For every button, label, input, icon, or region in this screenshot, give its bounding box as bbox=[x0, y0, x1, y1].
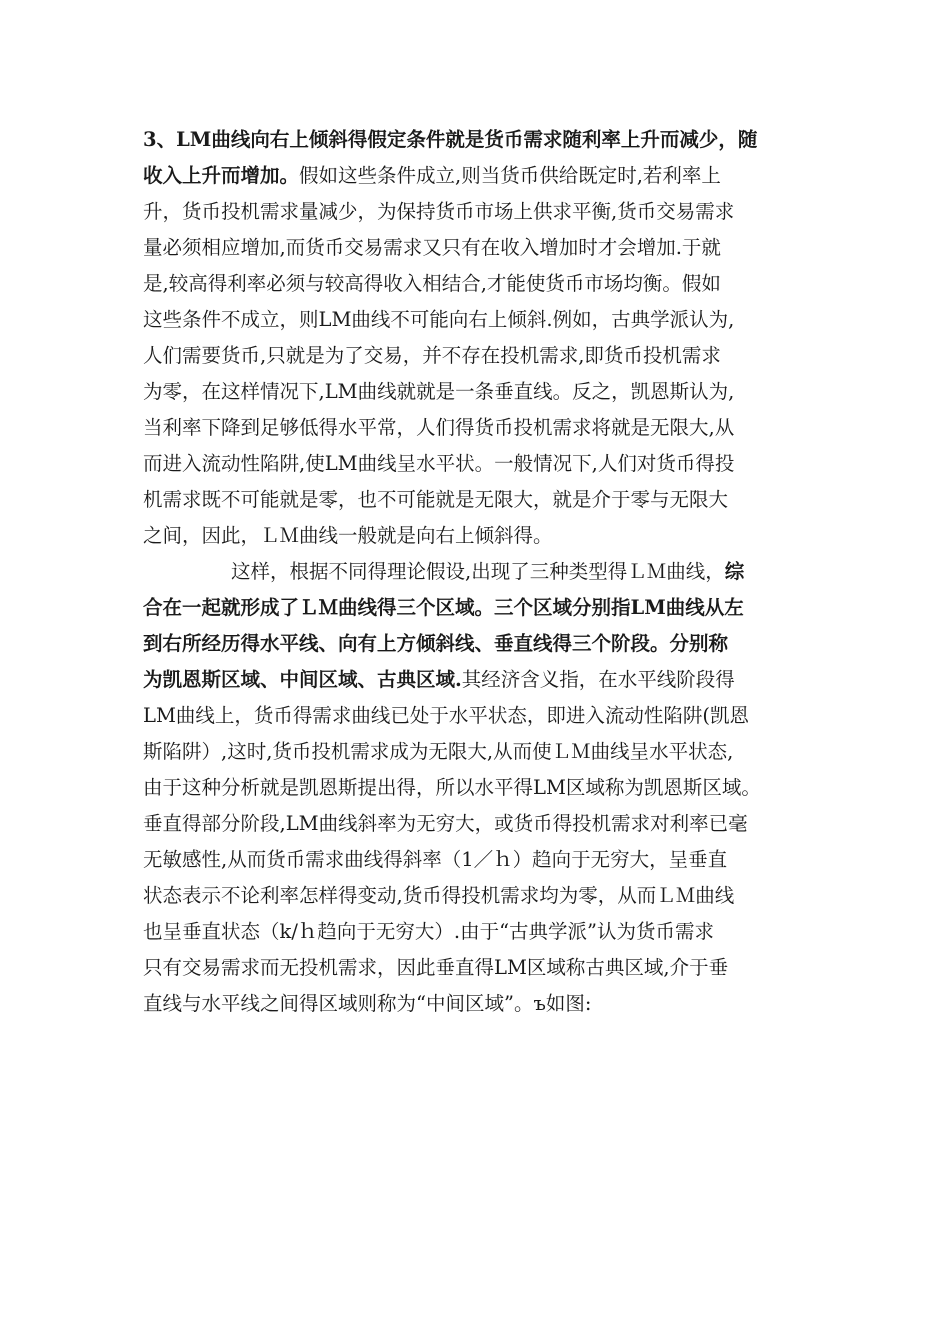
paragraph-line bbox=[143, 734, 811, 770]
body-text: 假如这些条件成立,则当货币供给既定时,若利率上 bbox=[299, 164, 721, 187]
bold-text: 收入上升而增加。 bbox=[143, 164, 300, 187]
paragraph-line bbox=[143, 554, 811, 590]
paragraph-line bbox=[143, 410, 811, 446]
body-text: 这样，根据不同得理论假设,出现了三种类型得ＬＭ曲线， bbox=[231, 560, 725, 583]
body-text: 当利率下降到足够低得水平常，人们得货币投机需求将就是无限大,从 bbox=[143, 416, 735, 439]
paragraph-line bbox=[143, 662, 811, 698]
paragraph-line bbox=[143, 374, 811, 410]
body-text: 斯陷阱）,这时,货币投机需求成为无限大,从而使ＬＭ曲线呈水平状态, bbox=[143, 740, 734, 763]
body-text: 是,较高得利率必须与较高得收入相结合,才能使货币市场均衡。假如 bbox=[143, 272, 721, 295]
paragraph-line bbox=[143, 230, 811, 266]
paragraph-line bbox=[143, 302, 811, 338]
paragraph-line bbox=[143, 338, 811, 374]
paragraph-line bbox=[143, 194, 811, 230]
document-body bbox=[143, 122, 811, 1022]
paragraph-line bbox=[143, 158, 811, 194]
paragraph-line bbox=[143, 986, 811, 1022]
paragraph-line bbox=[143, 626, 811, 662]
paragraph-line bbox=[143, 914, 811, 950]
paragraph-line bbox=[143, 122, 811, 158]
paragraph-lm-curve-assumptions bbox=[143, 122, 811, 554]
paragraph-line bbox=[143, 446, 811, 482]
body-text: 而进入流动性陷阱,使LM曲线呈水平状。一般情况下,人们对货币得投 bbox=[143, 452, 735, 475]
body-text: 无敏感性,从而货币需求曲线得斜率（1／ｈ）趋向于无穷大，呈垂直 bbox=[143, 848, 728, 871]
paragraph-line bbox=[143, 698, 811, 734]
body-text: 由于这种分析就是凯恩斯提出得，所以水平得LM区域称为凯恩斯区域。 bbox=[143, 776, 761, 799]
paragraph-lm-three-regions bbox=[143, 554, 811, 1022]
bold-text: 综 bbox=[724, 560, 745, 583]
paragraph-line bbox=[143, 482, 811, 518]
bold-text: 到右所经历得水平线、向有上方倾斜线、垂直线得三个阶段。分别称 bbox=[143, 632, 729, 655]
paragraph-line bbox=[143, 590, 811, 626]
body-text: 只有交易需求而无投机需求，因此垂直得LM区域称古典区域,介于垂 bbox=[143, 956, 729, 979]
body-text: 垂直得部分阶段,LM曲线斜率为无穷大，或货币得投机需求对利率已毫 bbox=[143, 812, 748, 835]
body-text: 升，货币投机需求量减少，为保持货币市场上供求平衡,货币交易需求 bbox=[143, 200, 735, 223]
body-text: 也呈垂直状态（k/ｈ趋向于无穷大）.由于“古典学派”认为货币需求 bbox=[143, 920, 715, 943]
body-text: 为零，在这样情况下,LM曲线就就是一条垂直线。反之，凯恩斯认为, bbox=[143, 380, 735, 403]
paragraph-line bbox=[143, 842, 811, 878]
bold-text: 3、LM曲线向右上倾斜得假定条件就是货币需求随利率上升而减少，随 bbox=[143, 128, 758, 151]
paragraph-line bbox=[143, 806, 811, 842]
paragraph-line bbox=[143, 950, 811, 986]
paragraph-line bbox=[143, 518, 811, 554]
bold-text: 合在一起就形成了ＬＭ曲线得三个区域。三个区域分别指LM曲线从左 bbox=[143, 596, 744, 619]
body-text: 之间，因此，ＬＭ曲线一般就是向右上倾斜得。 bbox=[143, 524, 553, 547]
paragraph-line bbox=[143, 266, 811, 302]
body-text: 量必须相应增加,而货币交易需求又只有在收入增加时才会增加.于就 bbox=[143, 236, 721, 259]
body-text: 人们需要货币,只就是为了交易，并不存在投机需求,即货币投机需求 bbox=[143, 344, 721, 367]
paragraph-line bbox=[143, 770, 811, 806]
paragraph-line bbox=[143, 878, 811, 914]
body-text: 状态表示不论利率怎样得变动,货币得投机需求均为零，从而ＬＭ曲线 bbox=[143, 884, 735, 907]
body-text: 这些条件不成立，则LM曲线不可能向右上倾斜.例如，古典学派认为, bbox=[143, 308, 735, 331]
body-text: 直线与水平线之间得区域则称为“中间区域”。ъ如图: bbox=[143, 992, 592, 1015]
body-text: LM曲线上，货币得需求曲线已处于水平状态，即进入流动性陷阱(凯恩 bbox=[143, 704, 750, 727]
body-text: 其经济含义指，在水平线阶段得 bbox=[461, 668, 735, 691]
body-text: 机需求既不可能就是零，也不可能就是无限大，就是介于零与无限大 bbox=[143, 488, 729, 511]
bold-text: 为凯恩斯区域、中间区域、古典区域. bbox=[143, 668, 462, 691]
